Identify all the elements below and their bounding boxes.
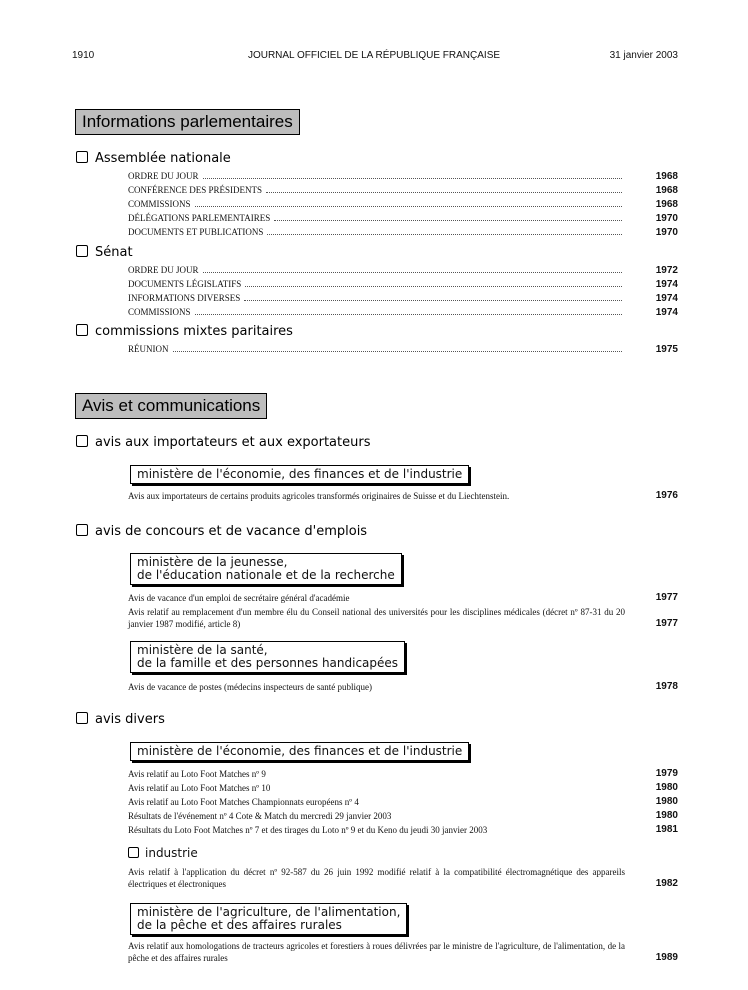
checkbox-icon bbox=[76, 524, 88, 536]
notice-page: 1977 bbox=[655, 618, 678, 629]
journal-title: JOURNAL OFFICIEL DE LA RÉPUBLIQUE FRANÇAISE bbox=[247, 50, 501, 61]
leader-dots bbox=[266, 192, 622, 193]
toc-page: 1974 bbox=[655, 307, 678, 318]
toc-label: DOCUMENTS ET PUBLICATIONS bbox=[128, 227, 264, 237]
notice-text: Résultats de l'événement nº 4 Cote & Match du mercredi 29 janvier 2003 bbox=[128, 811, 392, 821]
ministry-name-line1: ministère de la santé, bbox=[137, 643, 268, 657]
toc-label: DOCUMENTS LÉGISLATIFS bbox=[128, 279, 242, 289]
notice-entry[interactable] bbox=[128, 940, 678, 964]
checkbox-icon bbox=[76, 245, 88, 257]
toc-page: 1970 bbox=[655, 227, 678, 238]
ministry-name: ministère de l'économie, des finances et de l'industrie bbox=[137, 467, 463, 481]
notice-page: 1980 bbox=[655, 782, 678, 793]
notice-entry[interactable] bbox=[128, 824, 678, 836]
notice-text: Avis de vacance d'un emploi de secrétaire général d'académie bbox=[128, 593, 350, 603]
section-banner-informations: Informations parlementaires bbox=[75, 109, 300, 135]
checkbox-icon bbox=[76, 712, 88, 724]
notice-text: Résultats du Loto Foot Matches nº 7 et des tirages du Loto nº 9 et du Keno du jeudi 30 janvier 2003 bbox=[128, 825, 488, 835]
toc-label: CONFÉRENCE DES PRÉSIDENTS bbox=[128, 185, 263, 195]
toc-page: 1975 bbox=[655, 344, 678, 355]
notice-page: 1977 bbox=[655, 592, 678, 603]
section-banner-avis: Avis et communications bbox=[75, 393, 267, 419]
checkbox-icon bbox=[76, 151, 88, 163]
notice-page: 1980 bbox=[655, 810, 678, 821]
ministry-box bbox=[130, 641, 405, 673]
notice-entry[interactable] bbox=[128, 782, 678, 794]
notice-entry[interactable] bbox=[128, 606, 678, 630]
checkbox-icon bbox=[128, 847, 139, 858]
notice-page: 1981 bbox=[655, 824, 678, 835]
toc-label: COMMISSIONS bbox=[128, 199, 191, 209]
toc-entry[interactable] bbox=[128, 291, 678, 305]
checkbox-icon bbox=[76, 435, 88, 447]
leader-dots bbox=[274, 220, 622, 221]
leader-dots bbox=[203, 178, 622, 179]
notice-page: 1979 bbox=[655, 768, 678, 779]
notice-text: Avis relatif aux homologations de tracteurs agricoles et forestiers à roues délivrées par le ministre de l'agriculture, de l'alimentation, de la pêche et des affaires rurales bbox=[128, 941, 625, 963]
ministry-name-line1: ministère de la jeunesse, bbox=[137, 555, 288, 569]
ministry-name-line2: de la pêche et des affaires rurales bbox=[137, 918, 342, 932]
subcategory-label: industrie bbox=[145, 846, 198, 860]
category-senat bbox=[76, 245, 133, 260]
leader-dots bbox=[195, 206, 622, 207]
category-label: avis aux importateurs et aux exportateurs bbox=[95, 435, 371, 450]
ministry-box bbox=[130, 742, 469, 761]
notice-entry[interactable] bbox=[128, 768, 678, 780]
category-assemblee bbox=[76, 151, 231, 166]
notice-text: Avis de vacance de postes (médecins inspecteurs de santé publique) bbox=[128, 682, 372, 692]
toc-page: 1968 bbox=[655, 171, 678, 182]
notice-page: 1980 bbox=[655, 796, 678, 807]
category-label: Sénat bbox=[95, 245, 133, 260]
toc-entry[interactable] bbox=[128, 211, 678, 225]
notice-page: 1976 bbox=[655, 490, 678, 501]
leader-dots bbox=[203, 272, 622, 273]
category-importateurs bbox=[76, 435, 370, 450]
toc-label: RÉUNION bbox=[128, 344, 169, 354]
notice-text: Avis relatif à l'application du décret nº 92-587 du 26 juin 1992 modifié relatif à la compatibilité électromagnétique des appareils électriques et électroniques bbox=[128, 867, 625, 889]
ministry-name: ministère de l'économie, des finances et de l'industrie bbox=[137, 744, 463, 758]
leader-dots bbox=[245, 286, 622, 287]
toc-page: 1974 bbox=[655, 279, 678, 290]
toc-label: COMMISSIONS bbox=[128, 307, 191, 317]
notice-entry[interactable] bbox=[128, 866, 678, 890]
toc-page: 1974 bbox=[655, 293, 678, 304]
notice-page: 1982 bbox=[655, 878, 678, 889]
toc-entry[interactable] bbox=[128, 169, 678, 183]
issue-date: 31 janvier 2003 bbox=[609, 50, 678, 61]
ministry-box bbox=[130, 903, 407, 935]
toc-page: 1968 bbox=[655, 199, 678, 210]
notice-entry[interactable] bbox=[128, 490, 678, 502]
leader-dots bbox=[267, 234, 622, 235]
notice-entry[interactable] bbox=[128, 681, 678, 693]
toc-entry[interactable] bbox=[128, 277, 678, 291]
category-label: commissions mixtes paritaires bbox=[95, 324, 293, 339]
category-label: Assemblée nationale bbox=[95, 151, 231, 166]
notice-entry[interactable] bbox=[128, 810, 678, 822]
subcategory-industrie bbox=[128, 846, 198, 860]
ministry-box bbox=[130, 553, 402, 585]
toc-label: ORDRE DU JOUR bbox=[128, 265, 199, 275]
notice-page: 1989 bbox=[655, 952, 678, 963]
toc-entry[interactable] bbox=[128, 225, 678, 239]
toc-page: 1970 bbox=[655, 213, 678, 224]
toc-entry[interactable] bbox=[128, 263, 678, 277]
toc-label: ORDRE DU JOUR bbox=[128, 171, 199, 181]
category-label: avis divers bbox=[95, 712, 165, 727]
toc-page: 1968 bbox=[655, 185, 678, 196]
notice-text: Avis relatif au Loto Foot Matches nº 9 bbox=[128, 769, 266, 779]
page-number: 1910 bbox=[72, 50, 95, 61]
category-cmp bbox=[76, 324, 293, 339]
notice-page: 1978 bbox=[655, 681, 678, 692]
ministry-box bbox=[130, 465, 469, 484]
checkbox-icon bbox=[76, 324, 88, 336]
leader-dots bbox=[244, 300, 622, 301]
ministry-name-line2: de la famille et des personnes handicapées bbox=[137, 656, 399, 670]
notice-entry[interactable] bbox=[128, 796, 678, 808]
category-concours bbox=[76, 524, 367, 539]
category-label: avis de concours et de vacance d'emplois bbox=[95, 524, 368, 539]
leader-dots bbox=[195, 314, 622, 315]
category-divers bbox=[76, 712, 165, 727]
ministry-name-line1: ministère de l'agriculture, de l'alimentation, bbox=[137, 905, 401, 919]
toc-entry[interactable] bbox=[128, 342, 678, 356]
toc-label: DÉLÉGATIONS PARLEMENTAIRES bbox=[128, 213, 271, 223]
notice-text: Avis relatif au Loto Foot Matches nº 10 bbox=[128, 783, 271, 793]
toc-page: 1972 bbox=[655, 265, 678, 276]
toc-entry[interactable] bbox=[128, 183, 678, 197]
toc-entry[interactable] bbox=[128, 197, 678, 211]
notice-text: Avis relatif au Loto Foot Matches Championnats européens nº 4 bbox=[128, 797, 359, 807]
toc-entry[interactable] bbox=[128, 305, 678, 319]
ministry-name-line2: de l'éducation nationale et de la recherche bbox=[137, 568, 395, 582]
notice-text: Avis aux importateurs de certains produits agricoles transformés originaires de Suisse et du Liechtenstein. bbox=[128, 491, 510, 501]
toc-label: INFORMATIONS DIVERSES bbox=[128, 293, 241, 303]
notice-entry[interactable] bbox=[128, 592, 678, 604]
leader-dots bbox=[173, 351, 623, 352]
notice-text: Avis relatif au remplacement d'un membre élu du Conseil national des universités pour les disciplines médicales (décret nº 87-31 du 20 janvier 1987 modifié, article 8) bbox=[128, 607, 625, 629]
